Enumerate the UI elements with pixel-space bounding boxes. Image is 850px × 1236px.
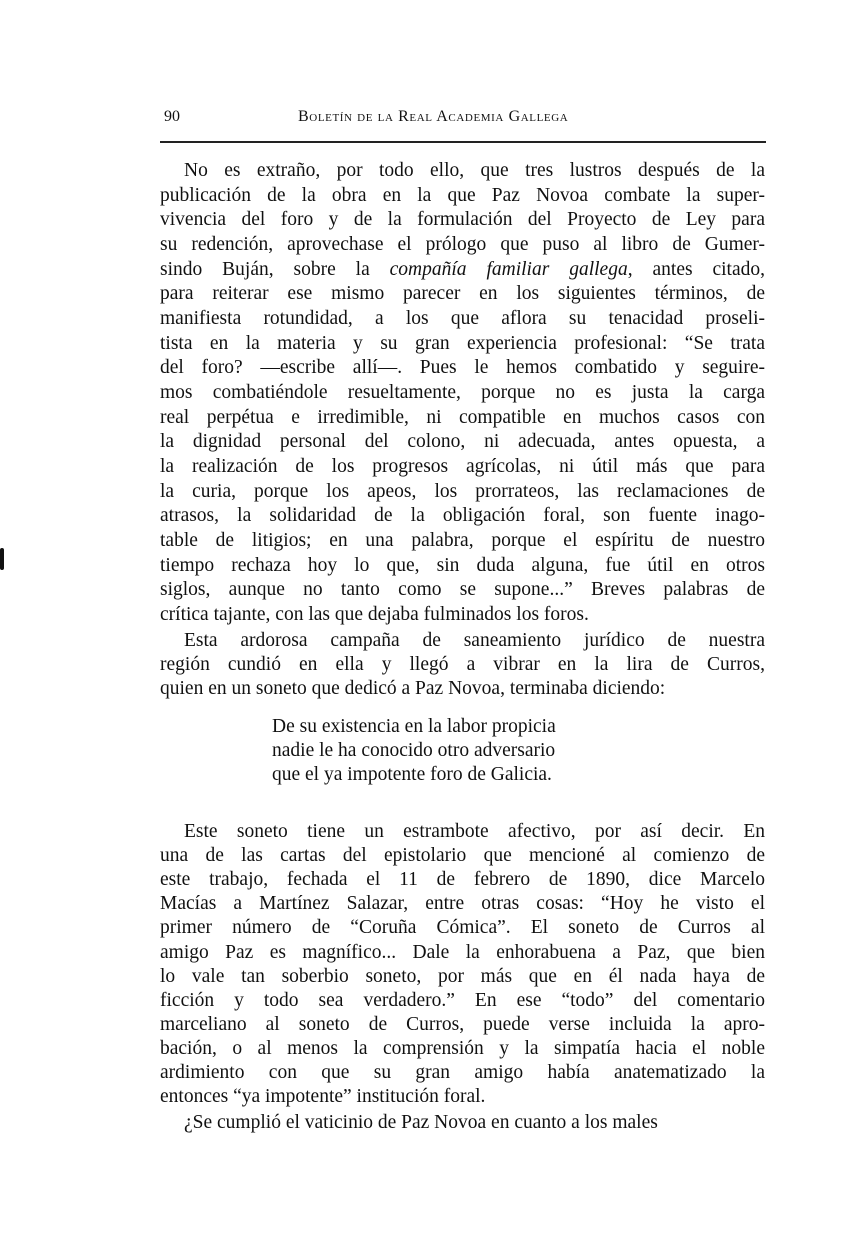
italic-title: compañía familiar gallega [389, 258, 628, 280]
paragraph-1-line: la realización de los progresos agrícolas, ni útil más que para [160, 456, 765, 478]
paragraph-1-line: su redención, aprovechase el prólogo que puso al libro de Gumer- [160, 234, 765, 255]
paragraph-1-line: la curia, porque los apeos, los prorrateos, las reclamaciones de [160, 480, 765, 502]
paragraph-1-line: No es extraño, por todo ello, que tres lustros después de la [184, 160, 765, 181]
paragraph-1-line: vivencia del foro y de la formulación del Proyecto de Ley para [160, 209, 765, 231]
scan-margin-mark [0, 548, 4, 570]
text-segment: , antes citado, [627, 258, 765, 280]
paragraph-3-line: Este soneto tiene un estrambote afectivo, por así decir. En [184, 821, 765, 842]
paragraph-2-line: Esta ardorosa campaña de saneamiento jurídico de nuestra [184, 630, 765, 651]
paragraph-1-line: tiempo rechaza hoy lo que, sin duda alguna, fue útil en otros [160, 554, 765, 576]
paragraph-1-line: crítica tajante, con las que dejaba fulminados los foros. [160, 604, 589, 626]
page-number: 90 [164, 108, 180, 125]
paragraph-1-line: mos combatiéndole resueltamente, porque no es justa la carga [160, 382, 765, 404]
paragraph-1-line: tista en la materia y su gran experiencia profesional: “Se trata [160, 332, 765, 354]
paragraph-3-line: entonces “ya impotente” institución foral. [160, 1086, 486, 1108]
paragraph-4-line: ¿Se cumplió el vaticinio de Paz Novoa en cuanto a los males [184, 1112, 658, 1133]
paragraph-3-line: ficción y todo sea verdadero.” En ese “todo” del comentario [160, 989, 765, 1011]
paragraph-1-line: table de litigios; en una palabra, porque el espíritu de nuestro [160, 530, 765, 552]
paragraph-1-line: la dignidad personal del colono, ni adecuada, antes opuesta, a [160, 431, 765, 453]
verse-line: nadie le ha conocido otro adversario [272, 740, 556, 761]
text-segment: sindo Buján, sobre la [160, 258, 390, 280]
header-rule [160, 141, 766, 143]
paragraph-3-line: lo vale tan soberbio soneto, por más que en él nada haya de [160, 965, 765, 987]
paragraph-3-line: primer número de “Coruña Cómica”. El soneto de Curros al [160, 917, 765, 939]
paragraph-3-line: Macías a Martínez Salazar, entre otras cosas: “Hoy he visto el [160, 893, 765, 915]
paragraph-1-line: del foro? —escribe allí—. Pues le hemos combatido y seguire- [160, 357, 765, 379]
verse-line: que el ya impotente foro de Galicia. [272, 764, 552, 785]
paragraph-2-line: quien en un soneto que dedicó a Paz Novoa, terminaba diciendo: [160, 678, 666, 699]
paragraph-1-line: manifiesta rotundidad, a los que aflora su tenacidad proseli- [160, 308, 765, 330]
verse-line: De su existencia en la labor propicia [272, 716, 556, 737]
paragraph-3-line: amigo Paz es magnífico... Dale la enhorabuena a Paz, que bien [160, 941, 765, 963]
paragraph-1-line: para reiterar ese mismo parecer en los siguientes términos, de [160, 283, 765, 305]
paragraph-3-line: marceliano al soneto de Curros, puede verse incluida la apro- [160, 1013, 765, 1035]
running-header-title: Boletín de la Real Academia Gallega [298, 108, 569, 125]
paragraph-1-line: real perpétua e irredimible, ni compatible en muchos casos con [160, 406, 765, 428]
paragraph-1-line [160, 258, 765, 282]
paragraph-3-line: este trabajo, fechada el 11 de febrero de 1890, dice Marcelo [160, 869, 765, 891]
paragraph-3-line: ardimiento con que su gran amigo había anatematizado la [160, 1062, 765, 1083]
paragraph-3-line: bación, o al menos la comprensión y la simpatía hacia el noble [160, 1037, 765, 1059]
paragraph-2-line: región cundió en ella y llegó a vibrar en la lira de Curros, [160, 654, 765, 675]
paragraph-1-line: atrasos, la solidaridad de la obligación foral, son fuente inago- [160, 505, 765, 527]
paragraph-3-line: una de las cartas del epistolario que mencioné al comienzo de [160, 845, 765, 867]
paragraph-1-line: siglos, aunque no tanto como se supone...” Breves palabras de [160, 579, 765, 601]
paragraph-1-line: publicación de la obra en la que Paz Novoa combate la super- [160, 184, 765, 206]
